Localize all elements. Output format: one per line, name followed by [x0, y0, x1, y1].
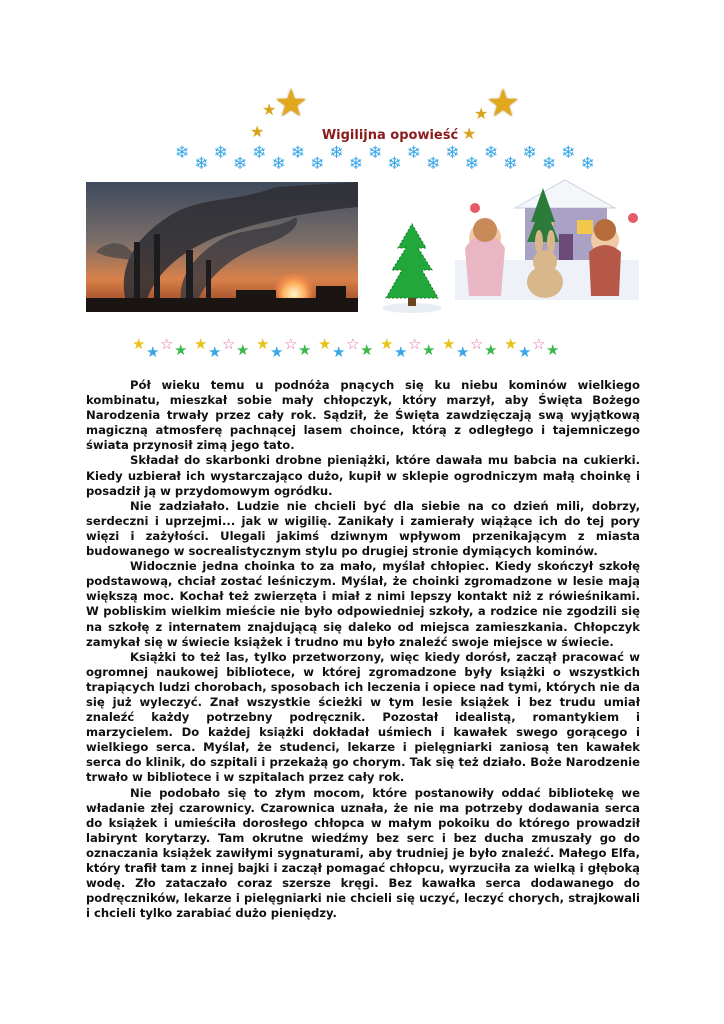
colored-star-icon: ★: [546, 341, 560, 359]
colored-star-icon: ☆: [222, 335, 236, 353]
snowflake-icon: ❄: [484, 143, 499, 163]
colored-star-icon: ☆: [408, 335, 422, 353]
paragraph: Składał do skarbonki drobne pieniążki, które dawała mu babcia na cukierki. Kiedy uzbierał ich wystarczająco dużo, kupił w sklepie ogrodniczym małą choinkę i posadził ją w przydomowym ogródku.: [86, 453, 640, 498]
colored-star-icon: ★: [146, 343, 160, 361]
colored-star-icon: ☆: [532, 335, 546, 353]
snowflake-icon: ❄: [503, 154, 518, 174]
snowflake-icon: ❄: [290, 143, 306, 163]
colored-star-icon: ★: [194, 335, 208, 353]
gold-star-icon: ★: [262, 100, 277, 119]
colored-star-icon: ★: [174, 341, 188, 359]
colored-star-icon: ★: [504, 335, 518, 353]
paragraph: Nie podobało się to złym mocom, które postanowiły oddać bibliotekę we władanie złej czarownicy. Czarownica uznała, że nie ma potrzeby dodawania serca do książek i umieściła dorosłego chłopca w małym pokoiku do którego prowadził labirynt korytarzy. Tam okrutne wiedźmy bez serc i bez ducha zmuszały go do oznaczania książek zawiłymi sygnaturami, aby trudniej je było znaleźć. Małego Elfa, który trafił tam z innej bajki i zaczął pomagać chłopcu, wyrzuciła za wielką i głęboką wodę. Zło zataczało coraz szersze kręgi. Bez kawałka serca dodawanego do podręczników, lekarze i pielęgniarki nie chcieli się uczyć, leczyć chorych, strajkowali i chcieli tylko zarabiać dużo pieniędzy.: [86, 785, 640, 921]
snowflake-icon: ❄: [580, 154, 595, 174]
snowflake-icon: ❄: [368, 143, 383, 163]
christmas-tree-icon: [378, 222, 446, 314]
paragraph: Książki to też las, tylko przetworzony, więc kiedy dorósł, zaczął pracować w ogromnej naukowej bibliotece, w której zgromadzone były książki o wszystkich trapiących ludzi chorobach, sposobach ich leczenia i opiece nad tymi, których nie da się już wyleczyć. Znał wszystkie ścieżki w tym lesie książek i bez trudu umiał znaleźć każdy potrzebny podręcznik. Pozostał idealistą, romantykiem i marzycielem. Do każdej książki dokładał uśmiech i kawałek swego gorącego i wielkiego serca. Myślał, że studenci, lekarze i pielęgniarki zaniosą ten kawałek serca do klinik, do szpitali i przekażą go chorym. Tak się też działo. Boże Narodzenie trwało w bibliotece i w szpitalach przez cały rok.: [86, 649, 640, 785]
snowflake-icon: ❄: [310, 154, 325, 174]
colored-star-icon: ★: [208, 343, 222, 361]
colored-star-icon: ★: [422, 341, 436, 359]
colored-star-icon: ★: [360, 341, 374, 359]
colored-star-icon: ★: [456, 343, 470, 361]
colored-star-icon: ☆: [284, 335, 298, 353]
story-text: [86, 378, 640, 921]
smokestacks-photo: [86, 182, 358, 312]
colored-star-icon: ★: [442, 335, 456, 353]
gold-star-icon: ★: [250, 122, 265, 141]
snowflake-icon: ❄: [252, 143, 267, 163]
gold-star-icon: ★: [474, 104, 489, 123]
colored-star-icon: ★: [394, 343, 408, 361]
colored-star-icon: ☆: [346, 335, 360, 353]
snowflake-icon: ❄: [464, 154, 479, 174]
snowflake-border: [175, 145, 595, 175]
colored-star-icon: ★: [484, 341, 498, 359]
snowflake-icon: ❄: [213, 143, 228, 163]
winter-scene-illustration: [455, 178, 639, 318]
colored-star-icon: ★: [298, 341, 312, 359]
snowflake-icon: ❄: [561, 143, 576, 163]
paragraph: Nie zadziałało. Ludzie nie chcieli być dla siebie na co dzień mili, dobrzy, serdeczni i uprzejmi... jak w wigilię. Zanikały i zamierały wiążące ich do tej pory więzi i zażyłości. Ulegali jakimś dziwnym wpływom przenikającym z miasta budowanego w socrealistycznym stylu po drugiej stronie dymiących kominów.: [86, 498, 640, 559]
colored-star-icon: ☆: [160, 335, 174, 353]
colored-star-icon: ★: [318, 335, 332, 353]
snowflake-icon: ❄: [426, 154, 441, 174]
colored-star-icon: ★: [256, 335, 270, 353]
snowflake-icon: ❄: [329, 143, 344, 163]
snowflake-icon: ❄: [406, 143, 421, 163]
paragraph: Pół wieku temu u podnóża pnących się ku niebu kominów wielkiego kombinatu, mieszkał sobie mały chłopczyk, który marzył, aby Święta Bożego Narodzenia trwały przez cały rok. Sądził, że Święta zawdzięczają swą wyjątkową magiczną atmosferę pachnącej lasem choince, którą z odległego i tajemniczego świata przynosił zimą jego tato.: [86, 378, 640, 453]
colored-star-border: [132, 337, 568, 363]
colored-star-icon: ★: [380, 335, 394, 353]
colored-star-icon: ★: [236, 341, 250, 359]
page-title: Wigilijna opowieść: [321, 128, 459, 143]
colored-star-icon: ★: [518, 343, 532, 361]
colored-star-icon: ☆: [470, 335, 484, 353]
colored-star-icon: ★: [270, 343, 284, 361]
snowflake-icon: ❄: [271, 154, 286, 174]
colored-star-icon: ★: [132, 335, 146, 353]
snowflake-icon: ❄: [541, 154, 557, 174]
snowflake-icon: ❄: [387, 154, 402, 174]
snowflake-icon: ❄: [175, 143, 190, 163]
snowflake-icon: ❄: [194, 154, 209, 174]
snowflake-icon: ❄: [522, 143, 537, 163]
snowflake-icon: ❄: [232, 154, 248, 174]
paragraph: Widocznie jedna choinka to za mało, myślał chłopiec. Kiedy skończył szkołę podstawową, chciał zostać leśniczym. Myślał, że choinki zgromadzone w lesie mają większą moc. Kochał też zwierzęta i miał z nimi lepszy kontakt niż z rówieśnikami. W pobliskim wielkim mieście nie było odpowiedniej szkoły, a rodzice nie zgodzili się na szkołę z internatem znajdującą się daleko od miejsca zamieszkania. Chłopczyk zamykał się w świecie książek i trudno mu było znaleźć swoje miejsce w świecie.: [86, 559, 640, 649]
gold-star-icon: ★: [462, 124, 477, 143]
gold-star-icon: ★: [486, 81, 521, 125]
gold-star-icon: ★: [274, 81, 309, 125]
snowflake-icon: ❄: [445, 143, 460, 163]
snowflake-icon: ❄: [348, 154, 364, 174]
colored-star-icon: ★: [332, 343, 346, 361]
